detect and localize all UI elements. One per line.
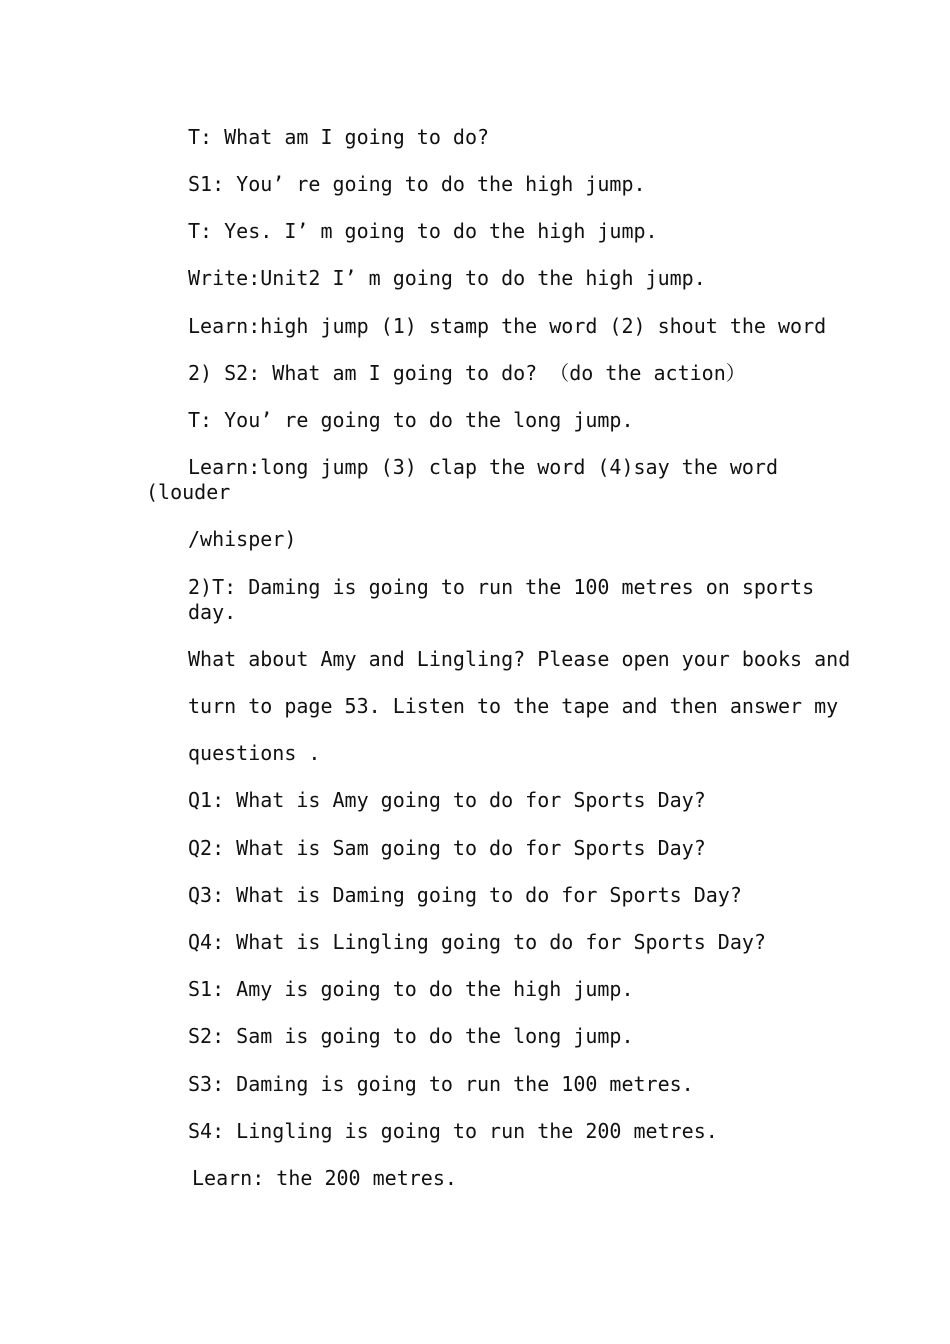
text-line: Q4: What is Lingling going to do for Sports Day? xyxy=(188,930,766,954)
text-line: T: What am I going to do? xyxy=(188,125,490,149)
text-line: S4: Lingling is going to run the 200 metres. xyxy=(188,1119,718,1143)
text-line: Learn:high jump (1) stamp the word (2) shout the word xyxy=(188,314,827,338)
text-line: day. xyxy=(188,600,237,624)
text-line: Write:Unit2 I’ m going to do the high jump. xyxy=(188,266,706,290)
text-line: What about Amy and Lingling? Please open your books and xyxy=(188,647,851,671)
text-line: Learn: the 200 metres. xyxy=(192,1166,457,1190)
text-line: /whisper) xyxy=(188,527,297,551)
text-line: S3: Daming is going to run the 100 metres. xyxy=(188,1072,694,1096)
text-line: Q1: What is Amy going to do for Sports Day? xyxy=(188,788,706,812)
text-line: S1: You’ re going to do the high jump. xyxy=(188,172,646,196)
text-line: 2)T: Daming is going to run the 100 metres on sports xyxy=(188,575,815,599)
text-line: turn to page 53. Listen to the tape and then answer my xyxy=(188,694,839,718)
text-line: 2) S2: What am I going to do? （do the action） xyxy=(188,361,746,385)
text-line: Learn:long jump (3) clap the word (4)say the word xyxy=(188,455,779,479)
text-line: S2: Sam is going to do the long jump. xyxy=(188,1024,634,1048)
text-line: T: You’ re going to do the long jump. xyxy=(188,408,634,432)
text-line: Q2: What is Sam going to do for Sports Day? xyxy=(188,836,706,860)
text-line: S1: Amy is going to do the high jump. xyxy=(188,977,634,1001)
text-line: T: Yes. I’ m going to do the high jump. xyxy=(188,219,658,243)
text-line: Q3: What is Daming going to do for Sports Day? xyxy=(188,883,742,907)
text-line: questions . xyxy=(188,741,321,765)
text-line: (louder xyxy=(146,480,231,504)
